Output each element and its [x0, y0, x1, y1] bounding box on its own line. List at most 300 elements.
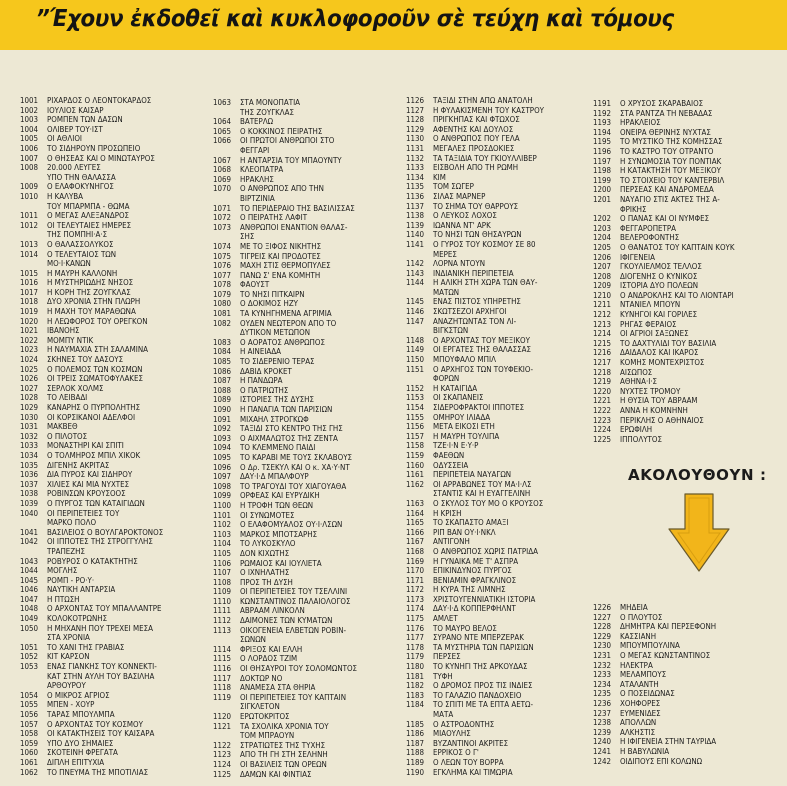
entry-title: ΣΙΔΕΡΟΦΡΑΚΤΟΙ ΙΠΠΟΤΕΣ: [433, 403, 525, 412]
entry-number: 1010: [20, 191, 39, 201]
entry-title: ΤΟ ΣΙΔΕΡΕΝΙΟ ΤΕΡΑΣ: [240, 357, 315, 367]
catalog-entry: [20, 662, 208, 691]
catalog-entry: [213, 271, 403, 281]
entry-title: ΑΝΝΑ Η ΚΟΜΝΗΝΗ: [620, 406, 688, 415]
catalog-entry: [213, 175, 403, 185]
entry-number: 1130: [406, 134, 425, 144]
entry-number: 1179: [406, 652, 425, 662]
entry-number: 1220: [593, 386, 612, 396]
entry-title: ΑΠΟΛΛΩΝ: [620, 718, 657, 728]
entry-title: ΤΙΓΡΕΙΣ ΚΑΙ ΠΡΟΔΟΤΕΣ: [240, 251, 321, 261]
catalog-entry: [406, 106, 592, 116]
entry-title: ΣΥΡΑΝΟ ΝΤΕ ΜΠΕΡΖΕΡΑΚ: [433, 633, 524, 643]
entry-title: Ο ΑΡΧΟΝΤΑΣ ΤΟΥ ΜΠΑΛΛΑΝΤΡΕ: [47, 604, 162, 614]
catalog-entry: [213, 741, 403, 751]
catalog-entry: [406, 672, 592, 682]
entry-title: 20.000 ΛΕΥΓΕΣ ΥΠΟ ΤΗΝ ΘΑΛΑΣΣΑ: [47, 163, 116, 182]
catalog-entry: [406, 643, 592, 653]
entry-number: 1174: [406, 604, 425, 614]
entry-title: ΧΡΙΣΤΟΥΓΕΝΝΙΑΤΙΚΗ ΙΣΤΟΡΙΑ: [433, 594, 536, 604]
entry-title: ΟΙ ΣΥΝΩΜΟΤΕΣ: [240, 510, 295, 520]
entry-title: ΗΛΕΚΤΡΑ: [620, 660, 653, 670]
entry-title: ΤΟ ΓΑΛΑΖΙΟ ΠΑΝΔΟΧΕΙΟ: [433, 690, 522, 700]
catalog-entry: [213, 434, 403, 444]
entry-title: ΔΙΟΓΕΝΗΣ Ο ΚΥΝΙΚΟΣ: [620, 271, 698, 281]
catalog-entry: [406, 470, 592, 480]
entry-title: ΗΡΑΚΛΕΙΟΣ: [620, 118, 661, 128]
entry-number: 1078: [213, 280, 232, 290]
entry-title: ΑΙΣΩΠΟΣ: [620, 367, 653, 377]
catalog-entry: [20, 432, 208, 442]
entry-number: 1110: [213, 596, 232, 606]
entry-title: ΟΔΥΣΣΕΙΑ: [433, 460, 469, 470]
catalog-entry: [406, 355, 592, 365]
entry-title: ΒΑΣΙΛΕΙΟΣ Ο ΒΟΥΛΓΑΡΟΚΤΟΝΟΣ: [47, 527, 164, 537]
entry-title: ΜΠΟΥΦΑΛΟ ΜΠΙΛ: [433, 355, 496, 365]
entry-title: ΟΙ ΠΡΩΤΟΙ ΑΝΘΡΩΠΟΙ ΣΤΟ ΦΕΓΓΑΡΙ: [240, 136, 335, 155]
entry-title: Ο ΠΛΟΥΤΟΣ: [620, 612, 663, 622]
catalog-entry: [406, 557, 592, 567]
catalog-entry: [593, 281, 781, 291]
catalog-entry: [213, 252, 403, 262]
entry-number: 1014: [20, 249, 39, 259]
entry-title: ΟΙ ΑΓΡΙΟΙ ΣΑΞΩΝΕΣ: [620, 329, 689, 339]
entry-number: 1065: [213, 126, 232, 136]
catalog-entry: [406, 173, 592, 183]
entry-number: 1073: [213, 222, 232, 232]
entry-number: 1092: [213, 424, 232, 434]
entry-number: 1050: [20, 623, 39, 633]
entry-title: ΙΒΑΝΟΗΣ: [47, 326, 80, 336]
catalog-entry: [20, 739, 208, 749]
catalog-entry: [213, 501, 403, 511]
catalog-column-4: [593, 99, 781, 444]
entry-title: ΤΟ ΜΑΥΡΟ ΒΕΛΟΣ: [433, 623, 497, 633]
catalog-entry: [593, 185, 781, 195]
entry-title: Η ΚΑΤΑΙΓΙΔΑ: [433, 383, 478, 393]
entry-title: ΟΙ ΠΕΡΙΠΕΤΕΙΕΣ ΤΟΥ ΚΑΠΤΑΙΝ ΣΙΓΚΛΕΤΟΝ: [240, 692, 347, 712]
catalog-entry: [406, 307, 592, 317]
entry-title: Ο Δρ. ΤΣΕΚΥΛ ΚΑΙ Ο κ. ΧΑ·Υ·ΝΤ: [240, 462, 350, 472]
catalog-entry: [593, 291, 781, 301]
entry-number: 1141: [406, 239, 425, 249]
catalog-entry: [406, 518, 592, 528]
entry-number: 1224: [593, 425, 612, 435]
entry-number: 1015: [20, 268, 39, 278]
catalog-entry: [406, 317, 592, 336]
catalog-entry: [213, 693, 403, 712]
catalog-entry: [593, 176, 781, 186]
catalog-entry: [20, 576, 208, 586]
entry-number: 1188: [406, 748, 425, 758]
catalog-entry: [213, 395, 403, 405]
entry-title: ΠΕΡΙΚΛΗΣ Ο ΑΘΗΝΑΙΟΣ: [620, 415, 704, 425]
entry-number: 1028: [20, 393, 39, 403]
catalog-entry: [20, 528, 208, 538]
entry-number: 1142: [406, 259, 425, 269]
entry-number: 1045: [20, 575, 39, 585]
catalog-entry: [406, 604, 592, 614]
entry-title: ΜΕ ΤΟ ΞΙΦΟΣ ΝΙΚΗΤΗΣ: [240, 241, 322, 251]
entry-number: 1026: [20, 374, 39, 384]
entry-title: ΤΟ ΚΥΝΗΓΙ ΤΗΣ ΑΡΚΟΥΔΑΣ: [433, 662, 528, 672]
catalog-entry: [593, 387, 781, 397]
entry-title: ΔΟΝ ΚΙΧΩΤΗΣ: [240, 548, 290, 558]
catalog-entry: [593, 603, 781, 613]
entry-number: 1184: [406, 700, 425, 710]
catalog-entry: [213, 539, 403, 549]
entry-title: ΒΥΖΑΝΤΙΝΟΙ ΑΚΡΙΤΕΣ: [433, 738, 509, 748]
catalog-entry: [406, 278, 592, 297]
entry-number: 1153: [406, 393, 425, 403]
entry-number: 1070: [213, 184, 232, 194]
catalog-entry: [213, 645, 403, 655]
catalog-entry: [406, 422, 592, 432]
entry-title: ΒΑΤΕΡΛΩ: [240, 117, 274, 127]
entry-number: 1120: [213, 712, 232, 721]
entry-title: Η ΚΟΡΗ ΤΗΣ ΖΟΥΓΚΛΑΣ: [47, 287, 131, 297]
entry-number: 1018: [20, 297, 39, 307]
catalog-entry: [213, 616, 403, 626]
entry-title: ΔΑΙΜΟΝΕΣ ΤΩΝ ΚΥΜΑΤΩΝ: [240, 616, 333, 626]
entry-title: Η ΠΑΝΔΩΡΑ: [240, 376, 283, 386]
entry-title: Ο ΘΑΛΑΣΣΟΛΥΚΟΣ: [47, 239, 114, 249]
entry-number: 1208: [593, 271, 612, 281]
catalog-entry: [213, 165, 403, 175]
entry-number: 1009: [20, 182, 39, 192]
entry-title: Η ΚΡΙΣΗ: [433, 508, 462, 518]
entry-number: 1104: [213, 539, 232, 549]
catalog-entry: [406, 144, 592, 154]
entry-title: Η ΝΑΥΜΑΧΙΑ ΣΤΗ ΣΑΛΑΜΙΝΑ: [47, 345, 148, 355]
catalog-entry: [20, 96, 208, 106]
entry-number: 1053: [20, 662, 39, 672]
entry-number: 1098: [213, 481, 232, 491]
entry-title: Η ΦΥΛΑΚΙΣΜΕΝΗ ΤΟΥ ΚΑΣΤΡΟΥ: [433, 105, 545, 115]
catalog-entry: [20, 144, 208, 154]
entry-title: Η ΚΥΡΑ ΤΗΣ ΛΙΜΝΗΣ: [433, 585, 506, 595]
entry-title: ΙΟΥΛΙΟΣ ΚΑΙΣΑΡ: [47, 105, 104, 115]
entry-title: Η ΛΕΩΦΟΡΟΣ ΤΟΥ ΟΡΕΓΚΟΝ: [47, 316, 148, 326]
entry-number: 1193: [593, 118, 612, 128]
entry-number: 1156: [406, 422, 425, 432]
catalog-entry: [406, 547, 592, 557]
catalog-entry: [20, 604, 208, 614]
entry-title: ΤΟ ΚΛΕΜΜΕΝΟ ΠΑΙΔΙ: [240, 443, 316, 453]
entry-title: ΒΕΝΙΑΜΙΝ ΦΡΑΓΚΛΙΝΟΣ: [433, 575, 517, 585]
catalog-entry: [406, 345, 592, 355]
catalog-entry: [593, 368, 781, 378]
entry-title: Ο ΑΝΘΡΩΠΟΣ ΧΩΡΙΣ ΠΑΤΡΙΔΑ: [433, 546, 538, 556]
catalog-entry: [406, 115, 592, 125]
entry-title: ΔΑΙΔΑΛΟΣ ΚΑΙ ΙΚΑΡΟΣ: [620, 348, 699, 358]
entry-title: ΕΡΡΙΚΟΣ Ο Γ': [433, 748, 479, 758]
entry-number: 1144: [406, 278, 425, 288]
catalog-entry: [406, 393, 592, 403]
entry-number: 1011: [20, 211, 39, 221]
entry-title: ΥΠΟ ΔΥΟ ΣΗΜΑΙΕΣ: [47, 738, 114, 748]
entry-title: ΜΕΤΑ ΕΙΚΟΣΙ ΕΤΗ: [433, 422, 495, 432]
entry-number: 1072: [213, 213, 232, 223]
catalog-entry: [213, 424, 403, 434]
entry-number: 1100: [213, 500, 232, 510]
entry-title: ΗΡΑΚΛΗΣ: [240, 174, 274, 184]
catalog-entry: [593, 358, 781, 368]
catalog-entry: [213, 338, 403, 348]
entry-number: 1169: [406, 556, 425, 566]
entry-number: 1001: [20, 96, 39, 105]
entry-number: 1069: [213, 174, 232, 184]
entry-title: ΟΙΚΟΓΕΝΕΙΑ ΕΛΒΕΤΩΝ ΡΟΒΙΝ- ΣΩΝΩΝ: [240, 625, 347, 645]
catalog-entry: [406, 537, 592, 547]
catalog-entry: [593, 416, 781, 426]
catalog-entry: [213, 453, 403, 463]
entry-number: 1036: [20, 470, 39, 480]
entry-title: ΜΟΝΑΣΤΗΡΙ ΚΑΙ ΣΠΙΤΙ: [47, 441, 124, 451]
catalog-entry: [406, 259, 592, 269]
entry-number: 1096: [213, 462, 232, 472]
catalog-entry: [20, 221, 208, 240]
catalog-entry: [593, 157, 781, 167]
entry-title: Η ΜΥΣΤΗΡΙΩΔΗΣ ΝΗΣΟΣ: [47, 278, 134, 288]
catalog-entry: [593, 718, 781, 728]
catalog-entry: [213, 722, 403, 741]
entry-number: 1016: [20, 278, 39, 288]
entry-title: ΣΕΡΛΟΚ ΧΟΛΜΣ: [47, 383, 104, 393]
catalog-entry: [213, 654, 403, 664]
entry-number: 1159: [406, 450, 425, 460]
entry-title: Η ΚΑΤΑΚΤΗΣΗ ΤΟΥ ΜΕΞΙΚΟΥ: [620, 166, 721, 176]
catalog-column-3: [406, 96, 592, 777]
entry-title: ΣΤΑ ΜΟΝΟΠΑΤΙΑ ΤΗΣ ΖΟΥΓΚΛΑΣ: [240, 98, 301, 117]
entry-title: ΕΝΑΣ ΓΙΑΝΚΗΣ ΤΟΥ ΚΟΝΝΕΚΤΙ- ΚΑΤ ΣΤΗΝ ΑΥΛΗ ΤΟΥ ΒΑΣΙΛΗΑ ΑΡΘΟΥΡΟΥ: [47, 662, 157, 691]
entry-title: ΟΙ ΠΕΡΙΠΕΤΕΙΕΣ ΤΟΥ ΤΣΕΛΛΙΝΙ: [240, 587, 348, 597]
catalog-entry: [406, 384, 592, 394]
catalog-entry: [20, 413, 208, 423]
entry-title: ΔΑΒΙΔ ΚΡΟΚΕΤ: [240, 366, 292, 376]
catalog-entry: [593, 195, 781, 214]
entry-number: 1143: [406, 268, 425, 278]
entry-title: ΟΙ ΑΡΡΑΒΩΝΕΣ ΤΟΥ ΜΑ·Ι·ΛΣ ΣΤΑΝΤΙΣ ΚΑΙ Η ΕΥΑΓΓΕΛΙΝΗ: [433, 479, 532, 499]
entry-number: 1216: [593, 348, 612, 358]
entry-number: 1027: [20, 383, 39, 393]
entry-number: 1105: [213, 548, 232, 558]
catalog-entry: [213, 405, 403, 415]
entry-title: ΔΑΥ·Ι·Δ ΜΠΑΛΦΟΥΡ: [240, 472, 309, 482]
entry-number: 1106: [213, 558, 232, 568]
entry-number: 1055: [20, 700, 39, 710]
catalog-entry: [213, 520, 403, 530]
catalog-entry: [20, 643, 208, 653]
entry-title: ΔΑΜΩΝ ΚΑΙ ΦΙΝΤΙΑΣ: [240, 769, 312, 779]
catalog-entry: [406, 125, 592, 135]
entry-number: 1238: [593, 718, 612, 728]
entry-number: 1031: [20, 422, 39, 432]
entry-title: ΤΟ ΛΥΚΟΣΚΥΛΟ: [240, 539, 296, 549]
entry-title: ΑΝΤΙΓΟΝΗ: [433, 537, 470, 547]
continues-heading: ΑΚΟΛΟΥΘΟΥΝ :: [628, 466, 767, 484]
catalog-entry: [593, 737, 781, 747]
entry-number: 1123: [213, 750, 232, 760]
entry-title: ΚΑΝΑΡΗΣ Ο ΠΥΡΠΟΛΗΤΗΣ: [47, 403, 141, 412]
catalog-entry: [593, 622, 781, 632]
entry-title: Ο ΠΑΝΑΣ ΚΑΙ ΟΙ ΝΥΜΦΕΣ: [620, 214, 710, 224]
entry-title: Η ΣΥΝΩΜΟΣΙΑ ΤΟΥ ΠΟΝΤΙΑΚ: [620, 156, 722, 166]
entry-number: 1185: [406, 719, 425, 729]
entry-title: ΝΑΥΑΓΙΟ ΣΤΙΣ ΑΚΤΕΣ ΤΗΣ Α- ΦΡΙΚΗΣ: [620, 194, 720, 214]
entry-number: 1219: [593, 377, 612, 387]
entry-title: ΚΛΕΟΠΑΤΡΑ: [240, 165, 284, 175]
catalog-entry: [213, 309, 403, 319]
catalog-entry: [406, 499, 592, 509]
catalog-entry: [593, 689, 781, 699]
catalog-entry: [20, 365, 208, 375]
entry-title: ΟΙ ΘΗΣΑΥΡΟΙ ΤΟΥ ΣΟΛΟΜΩΝΤΟΣ: [240, 664, 358, 674]
entry-title: Ο ΠΟΣΕΙΔΩΝΑΣ: [620, 689, 675, 699]
entry-number: 1146: [406, 307, 425, 317]
entry-number: 1196: [593, 146, 612, 156]
entry-title: ΟΛΙΒΕΡ ΤΟΥ·ΙΣΤ: [47, 124, 103, 134]
entry-number: 1004: [20, 124, 39, 134]
entry-number: 1226: [593, 603, 612, 612]
entry-number: 1175: [406, 614, 425, 624]
catalog-entry: [406, 403, 592, 413]
entry-title: ΕΙΣΒΟΛΗ ΑΠΟ ΤΗ ΡΩΜΗ: [433, 163, 519, 173]
catalog-entry: [213, 683, 403, 693]
catalog-entry: [593, 109, 781, 119]
catalog-entry: [20, 758, 208, 768]
entry-title: ΕΝΑΣ ΠΙΣΤΟΣ ΥΠΗΡΕΤΗΣ: [433, 297, 521, 307]
entry-number: 1064: [213, 117, 232, 127]
entry-number: 1233: [593, 670, 612, 680]
entry-title: ΧΟΗΦΟΡΕΣ: [620, 698, 661, 708]
entry-number: 1034: [20, 450, 39, 460]
entry-title: Ο ΕΛΑΦΟΚΥΝΗΓΟΣ: [47, 182, 114, 192]
entry-number: 1083: [213, 337, 232, 347]
catalog-entry: [406, 624, 592, 634]
entry-title: ΑΝΑΖΗΤΩΝΤΑΣ ΤΟΝ ΛΙ- ΒΙΓΚΣΤΩΝ: [433, 316, 517, 336]
entry-title: Η ΤΡΟΦΗ ΤΩΝ ΘΕΩΝ: [240, 500, 314, 510]
entry-number: 1046: [20, 585, 39, 595]
catalog-entry: [213, 578, 403, 588]
catalog-entry: [20, 317, 208, 327]
entry-number: 1211: [593, 300, 612, 310]
entry-number: 1074: [213, 241, 232, 251]
catalog-entry: [593, 272, 781, 282]
catalog-entry: [213, 127, 403, 137]
catalog-entry: [213, 280, 403, 290]
catalog-entry: [593, 166, 781, 176]
entry-number: 1187: [406, 738, 425, 748]
entry-number: 1129: [406, 124, 425, 134]
catalog-entry: [213, 213, 403, 223]
entry-number: 1203: [593, 223, 612, 233]
entry-title: ΚΟΛΟΚΟΤΡΩΝΗΣ: [47, 614, 108, 624]
entry-number: 1212: [593, 310, 612, 320]
entry-title: Ο ΜΙΚΡΟΣ ΑΓΡΙΟΣ: [47, 690, 110, 700]
entry-number: 1084: [213, 347, 232, 357]
entry-number: 1210: [593, 290, 612, 300]
catalog-entry: [213, 472, 403, 482]
entry-number: 1173: [406, 594, 425, 604]
catalog-entry: [406, 230, 592, 240]
entry-title: Ο ΠΟΛΕΜΟΣ ΤΩΝ ΚΟΣΜΩΝ: [47, 364, 143, 374]
entry-number: 1033: [20, 441, 39, 451]
entry-number: 1147: [406, 316, 425, 326]
catalog-entry: [20, 307, 208, 317]
entry-title: ΤΑ ΚΥΝΗΓΗΜΕΝΑ ΑΓΡΙΜΙΑ: [240, 309, 332, 319]
entry-title: ΚΥΝΗΓΟΙ ΚΑΙ ΓΟΡΙΛΕΣ: [620, 310, 698, 320]
catalog-entry: [593, 613, 781, 623]
entry-title: ΤΟ ΣΤΟΙΧΕΙΟ ΤΟΥ ΚΑΝΤΕΡΒΙΛ: [620, 175, 725, 185]
catalog-entry: [20, 720, 208, 730]
catalog-entry: [593, 406, 781, 416]
entry-title: Η ΠΤΩΣΗ: [47, 594, 80, 604]
catalog-entry: [406, 566, 592, 576]
entry-number: 1099: [213, 491, 232, 501]
entry-number: 1111: [213, 606, 232, 616]
catalog-entry: [20, 585, 208, 595]
entry-title: ΡΗΓΑΣ ΦΕΡΑΙΟΣ: [620, 319, 677, 329]
entry-number: 1030: [20, 412, 39, 422]
catalog-entry: [20, 768, 208, 778]
entry-number: 1114: [213, 644, 232, 654]
entry-title: ΣΚΟΤΕΙΝΗ ΦΡΕΓΑΤΑ: [47, 748, 118, 758]
entry-title: ΙΩΑΝΝΑ ΝΤ' ΑΡΚ: [433, 220, 491, 230]
entry-title: ΤΥΦΗ: [433, 671, 453, 681]
entry-number: 1168: [406, 546, 425, 556]
entry-number: 1160: [406, 460, 425, 470]
catalog-entry: [213, 367, 403, 377]
entry-number: 1051: [20, 642, 39, 652]
catalog-entry: [20, 250, 208, 269]
entry-title: Η ΑΝΤΑΡΣΙΑ ΤΟΥ ΜΠΑΟΥΝΤΥ: [240, 155, 342, 165]
entry-title: ΤΑ ΜΥΣΤΗΡΙΑ ΤΩΝ ΠΑΡΙΣΙΩΝ: [433, 642, 534, 652]
entry-title: ΦΑΕΘΩΝ: [433, 450, 465, 460]
entry-title: ΟΙ ΒΑΣΙΛΕΙΣ ΤΩΝ ΟΡΕΩΝ: [240, 759, 327, 769]
entry-number: 1217: [593, 358, 612, 368]
catalog-entry: [213, 415, 403, 425]
catalog-entry: [213, 443, 403, 453]
catalog-entry: [20, 566, 208, 576]
entry-number: 1162: [406, 479, 425, 489]
entry-title: ΑΜΛΕΤ: [433, 614, 458, 624]
entry-title: Η ΜΑΥΡΗ ΚΑΛΛΟΝΗ: [47, 268, 118, 278]
entry-number: 1062: [20, 767, 39, 777]
catalog-entry: [20, 326, 208, 336]
entry-title: ΤΟ ΤΡΑΓΟΥΔΙ ΤΟΥ ΧΙΑΓΟΥΑΘΑ: [240, 481, 347, 491]
catalog-entry: [213, 223, 403, 242]
entry-title: ΠΑΝΩ Σ' ΕΝΑ ΚΟΜΗΤΗ: [240, 270, 321, 280]
entry-number: 1003: [20, 115, 39, 125]
entry-number: 1172: [406, 585, 425, 595]
entry-title: Ο ΑΝΘΡΩΠΟΣ ΠΟΥ ΓΕΛΑ: [433, 134, 520, 144]
catalog-entry: [593, 757, 781, 767]
entry-title: ΤΟ ΜΥΣΤΙΚΟ ΤΗΣ ΚΟΜΗΣΣΑΣ: [620, 137, 723, 147]
catalog-entry: [20, 297, 208, 307]
entry-number: 1056: [20, 710, 39, 719]
catalog-entry: [593, 632, 781, 642]
entry-number: 1085: [213, 357, 232, 367]
entry-title: ΟΥΔΕΝ ΝΕΩΤΕΡΟΝ ΑΠΟ ΤΟ ΔΥΤΙΚΟΝ ΜΕΤΩΠΟΝ: [240, 318, 337, 338]
entry-number: 1236: [593, 698, 612, 708]
entry-title: ΜΙΧΑΗΛ ΣΤΡΟΓΚΩΦ: [240, 414, 309, 424]
catalog-entry: [20, 163, 208, 182]
catalog-entry: [593, 253, 781, 263]
entry-number: 1079: [213, 289, 232, 299]
catalog-entry: [20, 240, 208, 250]
catalog-entry: [213, 299, 403, 309]
